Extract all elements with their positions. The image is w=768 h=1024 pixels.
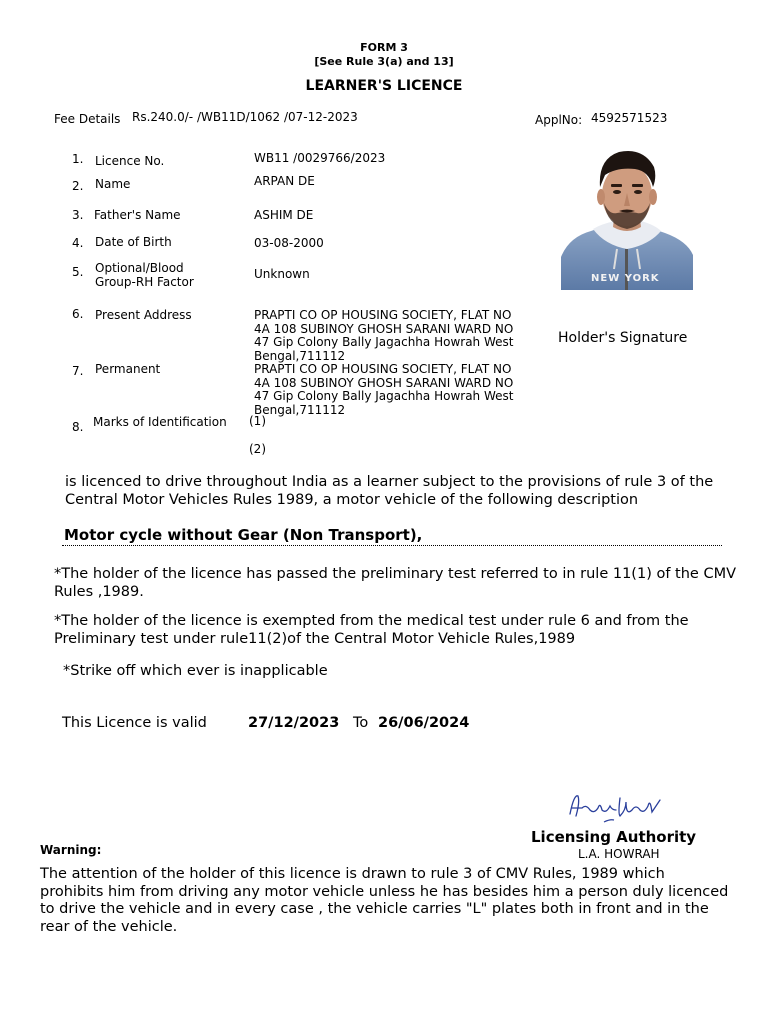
field-number: 8. bbox=[72, 420, 84, 434]
permanent-address-label: Permanent bbox=[95, 362, 161, 376]
shirt-text: NEW YORK bbox=[591, 273, 660, 284]
licensing-authority-title: Licensing Authority bbox=[531, 828, 697, 846]
strike-off-note: *Strike off which ever is inapplicable bbox=[63, 663, 328, 679]
fee-details-label: Fee Details bbox=[54, 112, 121, 126]
vehicle-class-dotted-line bbox=[62, 545, 722, 546]
field-number: 5. bbox=[72, 265, 84, 279]
holder-signature-label: Holder's Signature bbox=[558, 330, 688, 346]
vehicle-class: Motor cycle without Gear (Non Transport), bbox=[64, 526, 423, 544]
passed-test-statement: *The holder of the licence has passed the preliminary test referred to in rule 11(1) of the CMV Rules ,1989. bbox=[54, 566, 737, 600]
licensing-authority-office: L.A. HOWRAH bbox=[578, 847, 660, 861]
authority-signature bbox=[564, 788, 670, 828]
field-number: 2. bbox=[72, 179, 84, 193]
blood-group-label: Optional/Blood Group-RH Factor bbox=[95, 261, 194, 289]
holder-photo bbox=[561, 145, 693, 290]
blood-group-value: Unknown bbox=[254, 267, 310, 281]
validity-to-label: To bbox=[353, 715, 369, 731]
appl-no-label: ApplNo: bbox=[535, 113, 583, 127]
field-number: 6. bbox=[72, 307, 84, 321]
dob-label: Date of Birth bbox=[95, 235, 172, 249]
exempted-test-statement: *The holder of the licence is exempted from the medical test under rule 6 and from the Preliminary test under rule11(2)of the Central Motor Vehicle Rules,1989 bbox=[54, 613, 689, 647]
rule-reference: [See Rule 3(a) and 13] bbox=[314, 55, 454, 68]
dob-value: 03-08-2000 bbox=[254, 236, 324, 250]
valid-from-date: 27/12/2023 bbox=[248, 715, 340, 731]
field-number: 1. bbox=[72, 152, 84, 166]
form-number: FORM 3 bbox=[360, 41, 408, 54]
name-label: Name bbox=[95, 177, 131, 191]
identification-mark-2: (2) bbox=[249, 442, 266, 456]
field-number: 3. bbox=[72, 208, 84, 222]
field-number: 7. bbox=[72, 364, 84, 378]
fathers-name-value: ASHIM DE bbox=[254, 208, 314, 222]
appl-no-value: 4592571523 bbox=[591, 111, 668, 125]
licensed-statement: is licenced to drive throughout India as a learner subject to the provisions of rule 3 of the Central Motor Vehicles Rules 1989, a motor vehicle of the following description bbox=[65, 474, 714, 508]
name-value: ARPAN DE bbox=[254, 174, 315, 188]
present-address-label: Present Address bbox=[95, 308, 192, 322]
identification-mark-1: (1) bbox=[249, 414, 266, 428]
fee-details-value: Rs.240.0/- /WB11D/1062 /07-12-2023 bbox=[132, 110, 358, 124]
licence-no-value: WB11 /0029766/2023 bbox=[254, 151, 386, 165]
identification-marks-label: Marks of Identification bbox=[93, 415, 227, 429]
warning-label: Warning: bbox=[40, 843, 102, 857]
licence-no-label: Licence No. bbox=[95, 154, 165, 168]
present-address-value: PRAPTI CO OP HOUSING SOCIETY, FLAT NO 4A 108 SUBINOY GHOSH SARANI WARD NO 47 Gip Colony Bally Jagachha Howrah West Bengal,711112 bbox=[254, 308, 514, 363]
fathers-name-label: Father's Name bbox=[94, 208, 181, 222]
authority-signature-text: Ashim Ghosh bbox=[564, 788, 571, 789]
warning-text: The attention of the holder of this licence is drawn to rule 3 of CMV Rules, 1989 which prohibits him from driving any motor vehicle unless he has besides him a person duly licenced to drive the vehicle and in every case , the vehicle carries "L" plates both in front and in the rear of the vehicle. bbox=[40, 866, 729, 935]
permanent-address-value: PRAPTI CO OP HOUSING SOCIETY, FLAT NO 4A 108 SUBINOY GHOSH SARANI WARD NO 47 Gip Colony Bally Jagachha Howrah West Bengal,711112 bbox=[254, 362, 514, 417]
page-title: LEARNER'S LICENCE bbox=[305, 78, 463, 94]
validity-label: This Licence is valid bbox=[62, 715, 207, 731]
field-number: 4. bbox=[72, 236, 84, 250]
valid-to-date: 26/06/2024 bbox=[378, 715, 470, 731]
